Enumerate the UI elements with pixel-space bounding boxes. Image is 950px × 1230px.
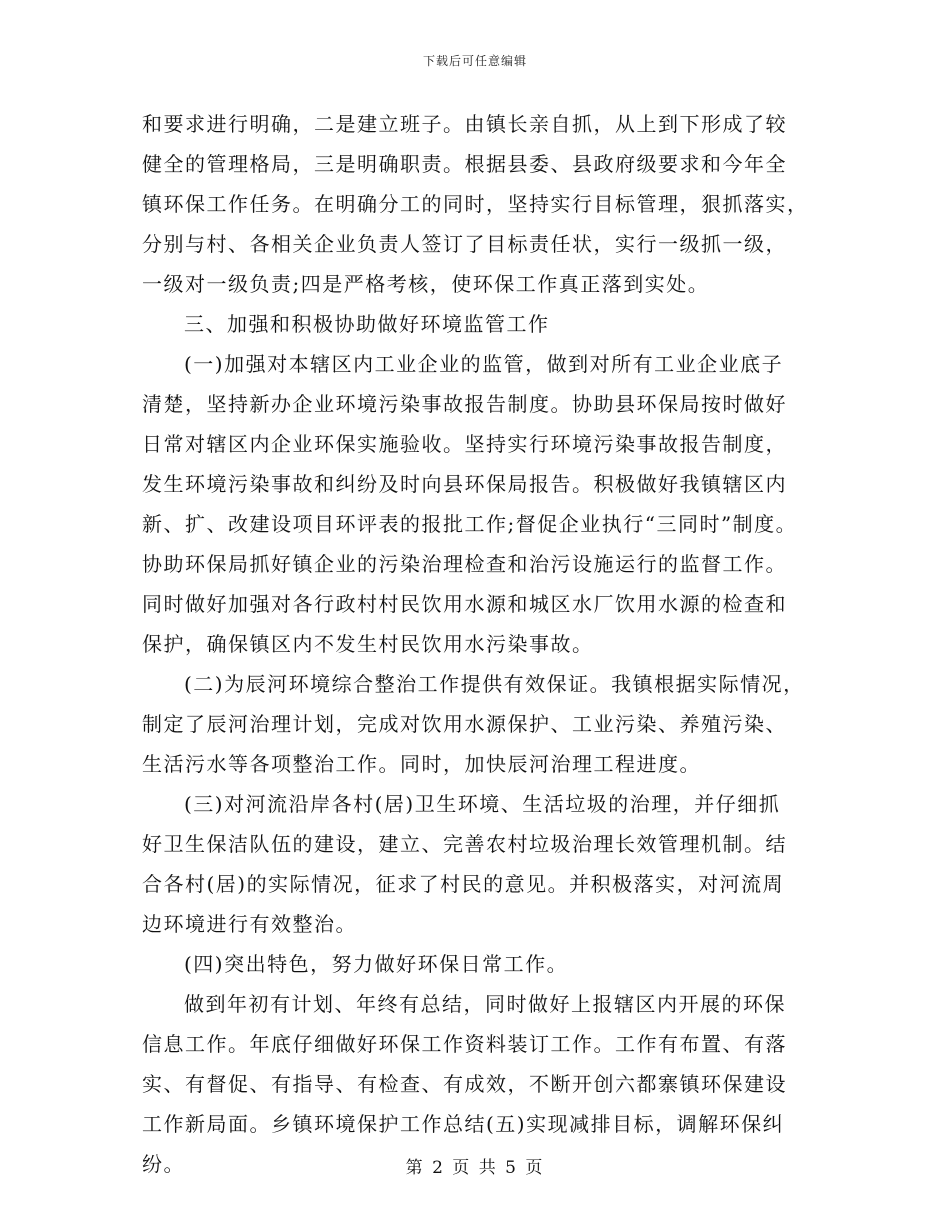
text-line: 一级对一级负责;四是严格考核，使环保工作真正落到实处。 bbox=[142, 272, 710, 296]
text-line: 实、有督促、有指导、有检查、有成效，不断开创六都寨镇环保建设 bbox=[142, 1072, 787, 1096]
text-line: 日常对辖区内企业环保实施验收。坚持实行环境污染事故报告制度， bbox=[142, 432, 787, 456]
text-line: 分别与村、各相关企业负责人签订了目标责任状，实行一级抓一级， bbox=[142, 232, 787, 256]
paragraph-start: (一)加强对本辖区内工业企业的监管，做到对所有工业企业底子 bbox=[184, 352, 784, 376]
section-heading: 三、加强和积极协助做好环境监管工作 bbox=[184, 312, 550, 336]
page-header: 下载后可任意编辑 bbox=[422, 54, 527, 68]
text-line: 纷。 bbox=[142, 1152, 185, 1176]
text-line: 健全的管理格局，三是明确职责。根据县委、县政府级要求和今年全 bbox=[142, 152, 787, 176]
text-line: 保护，确保镇区内不发生村民饮用水污染事故。 bbox=[142, 632, 594, 656]
text-line: 好卫生保洁队伍的建设，建立、完善农村垃圾治理长效管理机制。结 bbox=[142, 832, 787, 856]
text-line: 合各村(居)的实际情况，征求了村民的意见。并积极落实，对河流周 bbox=[142, 872, 785, 896]
text-line: 生活污水等各项整治工作。同时，加快辰河治理工程进度。 bbox=[142, 752, 701, 776]
text-line: 发生环境污染事故和纠纷及时向县环保局报告。积极做好我镇辖区内 bbox=[142, 472, 787, 496]
text-line: 边环境进行有效整治。 bbox=[142, 912, 357, 936]
text-line: 和要求进行明确，二是建立班子。由镇长亲自抓，从上到下形成了较 bbox=[142, 112, 787, 136]
paragraph-start: 做到年初有计划、年终有总结，同时做好上报辖区内开展的环保 bbox=[184, 992, 786, 1016]
text-line: 同时做好加强对各行政村村民饮用水源和城区水厂饮用水源的检查和 bbox=[142, 592, 787, 616]
text-line: 新、扩、改建设项目环评表的报批工作;督促企业执行“三同时”制度。 bbox=[142, 512, 798, 536]
text-line: 镇环保工作任务。在明确分工的同时，坚持实行目标管理，狠抓落实， bbox=[142, 192, 809, 216]
paragraph-start: (四)突出特色，努力做好环保日常工作。 bbox=[184, 952, 569, 976]
page-number: 第 2 页 共 5 页 bbox=[405, 1158, 545, 1178]
text-line: 清楚，坚持新办企业环境污染事故报告制度。协助县环保局按时做好 bbox=[142, 392, 787, 416]
text-line: 信息工作。年底仔细做好环保工作资料装订工作。工作有布置、有落 bbox=[142, 1032, 787, 1056]
paragraph-start: (三)对河流沿岸各村(居)卫生环境、生活垃圾的治理，并仔细抓 bbox=[184, 792, 781, 816]
text-line: 工作新局面。乡镇环境保护工作总结(五)实现减排目标，调解环保纠 bbox=[142, 1112, 785, 1136]
document-body bbox=[142, 104, 814, 1184]
text-line: 协助环保局抓好镇企业的污染治理检查和治污设施运行的监督工作。 bbox=[142, 552, 787, 576]
paragraph-start: (二)为辰河环境综合整治工作提供有效保证。我镇根据实际情况， bbox=[184, 672, 805, 696]
text-line: 制定了辰河治理计划，完成对饮用水源保护、工业污染、养殖污染、 bbox=[142, 712, 787, 736]
